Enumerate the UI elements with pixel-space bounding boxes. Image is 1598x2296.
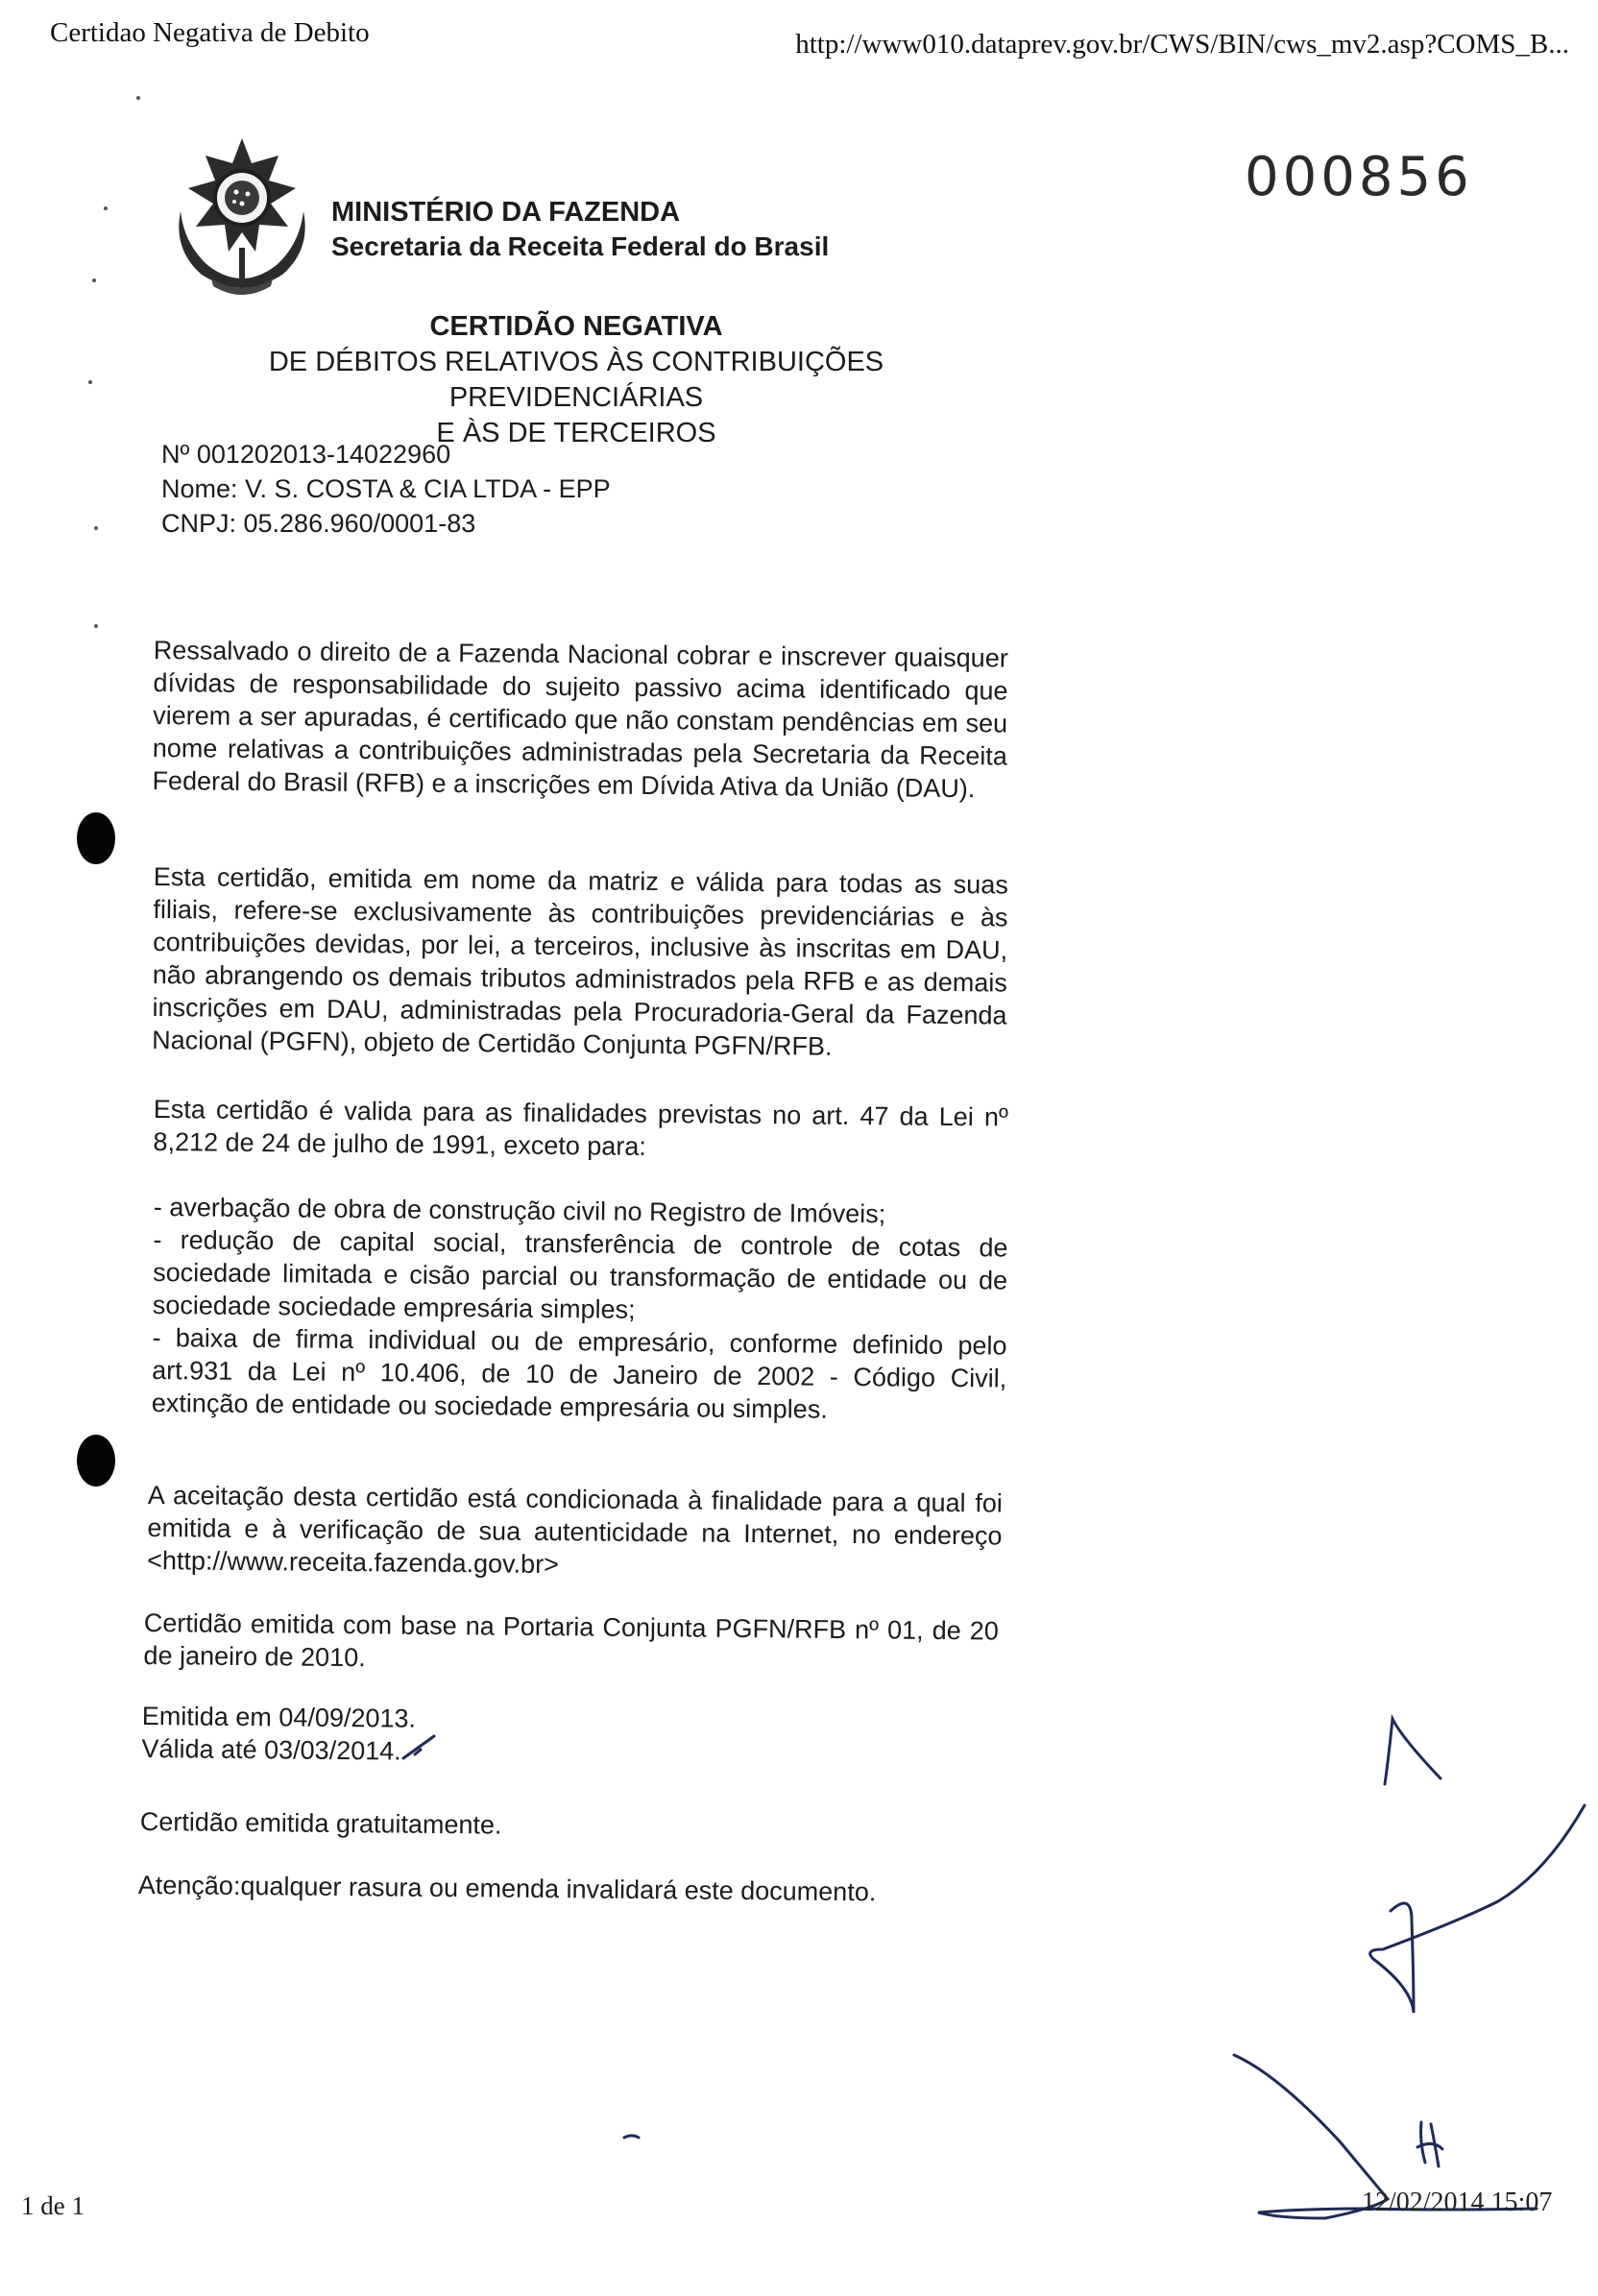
exception-item: - redução de capital social, transferência de controle de cotas de sociedade limitada e cisão parcial ou transformação de entidade ou de sociedade sociedade empresária simples; bbox=[152, 1224, 1008, 1324]
scan-speck bbox=[104, 206, 108, 210]
issued-date: Emitida em 04/09/2013. bbox=[141, 1701, 417, 1733]
certificate-title-line3: E ÀS DE TERCEIROS bbox=[436, 418, 716, 448]
company-cnpj: CNPJ: 05.286.960/0001-83 bbox=[161, 509, 476, 538]
print-header-url: http://www010.dataprev.gov.br/CWS/BIN/cws_mv2.asp?COMS_B... bbox=[795, 29, 1569, 60]
paragraph-ressalvado: Ressalvado o direito de a Fazenda Nacional cobrar e inscrever quaisquer dívidas de responsabilidade do sujeito passivo acima identificado que vierem a ser apuradas, é certificado que não constam pendências em seu nome relativas a contribuições administradas pela Secretaria da Receita Federal do Brasil (RFB) e a inscrições em Dívida Ativa da União (DAU). bbox=[152, 635, 1008, 804]
scan-speck bbox=[92, 278, 96, 282]
punch-hole bbox=[77, 812, 115, 864]
scan-speck bbox=[136, 96, 140, 100]
exception-item: - baixa de firma individual ou de empresário, conforme definido pelo art.931 da Lei nº 10.406, de 10 de Janeiro de 2002 - Código Civil, extinção de entidade ou sociedade empresária ou simples. bbox=[151, 1322, 1007, 1424]
certificate-info bbox=[161, 437, 611, 541]
exceptions-list bbox=[152, 1191, 1008, 1428]
secretariat-name: Secretaria da Receita Federal do Brasil bbox=[331, 231, 830, 261]
certificate-title bbox=[144, 309, 1008, 451]
print-header bbox=[50, 17, 1569, 60]
certificate-title-main: CERTIDÃO NEGATIVA bbox=[429, 311, 723, 342]
paragraph-scope: Esta certidão, emitida em nome da matriz e válida para todas as suas filiais, refere-se exclusivamente às contribuições previdenciárias e às contribuições devidas, por lei, a terceiros, inclusive às inscritas em DAU, não abrangendo os demais tributos administrados pela RFB e as demais inscrições em DAU, administradas pela Procuradoria-Geral da Fazenda Nacional (PGFN), objeto de Certidão Conjunta PGFN/RFB. bbox=[152, 861, 1008, 1061]
stamp-number: 000856 bbox=[1245, 146, 1473, 208]
ministry-header bbox=[331, 195, 829, 264]
print-header-title: Certidao Negativa de Debito bbox=[50, 17, 370, 48]
valid-until-date: Válida até 03/03/2014. bbox=[141, 1733, 401, 1766]
paragraph-free: Certidão emitida gratuitamente. bbox=[139, 1806, 502, 1840]
paragraph-warning: Atenção:qualquer rasura ou emenda invalidará este documento. bbox=[137, 1870, 877, 1907]
coat-of-arms-icon bbox=[163, 134, 322, 298]
scan-speck bbox=[94, 526, 98, 530]
exception-item: - averbação de obra de construção civil no Registro de Imóveis; bbox=[153, 1192, 886, 1229]
scan-speck bbox=[88, 380, 92, 384]
print-datetime: 12/02/2014 15:07 bbox=[1362, 2187, 1553, 2217]
paragraph-legal-basis: Certidão emitida com base na Portaria Conjunta PGFN/RFB nº 01, de 20 de janeiro de 2010. bbox=[143, 1607, 999, 1673]
scan-speck bbox=[94, 624, 98, 628]
company-name: Nome: V. S. COSTA & CIA LTDA - EPP bbox=[161, 474, 611, 503]
paragraph-validity: Esta certidão é valida para as finalidades previstas no art. 47 da Lei nº 8,212 de 24 de julho de 1991, exceto para: bbox=[153, 1094, 1008, 1161]
punch-hole bbox=[77, 1435, 115, 1486]
ministry-name: MINISTÉRIO DA FAZENDA bbox=[331, 197, 681, 228]
issue-dates bbox=[141, 1700, 997, 1774]
certificate-title-line2: DE DÉBITOS RELATIVOS ÀS CONTRIBUIÇÕES PREVIDENCIÁRIAS bbox=[268, 347, 884, 413]
page-counter: 1 de 1 bbox=[21, 2191, 85, 2220]
certificate-number: Nº 001202013-14022960 bbox=[161, 440, 451, 469]
paragraph-acceptance: A aceitação desta certidão está condicionada à finalidade para a qual foi emitida e à verificação de sua autenticidade na Internet, no endereço <http://www.receita.fazenda.gov.br> bbox=[147, 1480, 1003, 1580]
